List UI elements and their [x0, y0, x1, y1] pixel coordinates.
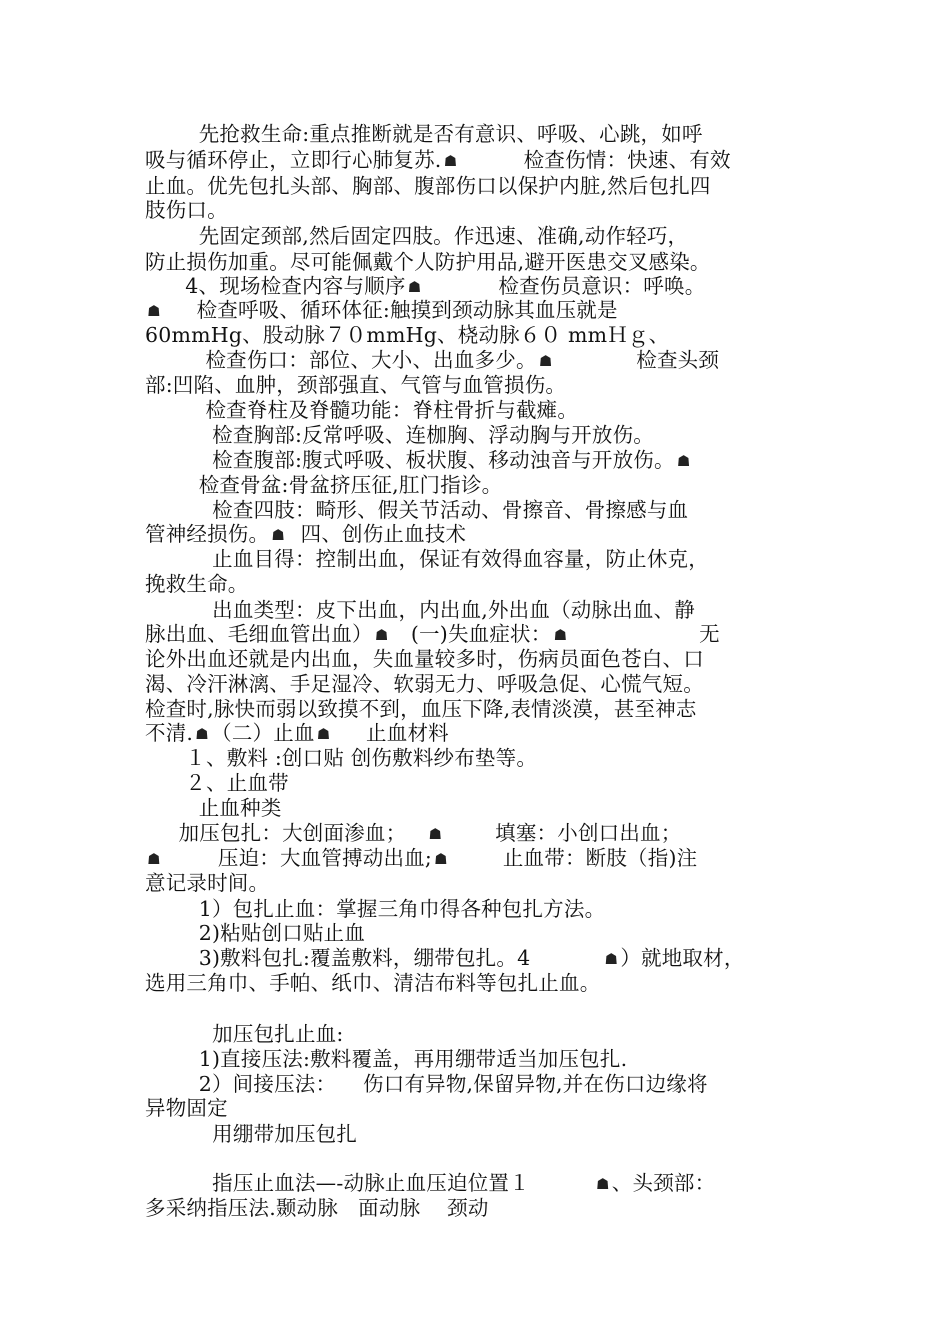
bullet-icon: ☗ — [147, 302, 161, 320]
bullet-icon: ☗ — [407, 278, 422, 296]
text-line: 吸与循环停止，立即行心肺复苏. ☗ 检查伤情：快速、有效 — [145, 148, 731, 172]
text-line: 脉出血、毛细血管出血） ☗ (一)失血症状： ☗ 无 — [145, 622, 720, 646]
bullet-icon: ☗ — [195, 725, 209, 743]
bullet-icon: ☗ — [374, 626, 389, 644]
text-line: 出血类型：皮下出血，内出血,外出血（动脉出血、静 — [145, 598, 695, 622]
text-line: 用绷带加压包扎 — [145, 1122, 358, 1146]
text-line: 检查时,脉快而弱以致摸不到，血压下降,表情淡漠，甚至神志 — [145, 697, 697, 721]
bullet-icon: ☗ — [271, 526, 286, 544]
bullet-icon: ☗ — [434, 850, 448, 868]
text-line: 渴、冷汗淋漓、手足湿冷、软弱无力、呼吸急促、心慌气短。 — [145, 672, 704, 696]
text-line: ２、止血带 — [145, 771, 289, 795]
bullet-icon: ☗ — [316, 725, 331, 743]
bullet-icon: ☗ — [676, 452, 691, 470]
text-line: 肢伤口。 — [145, 198, 228, 222]
text-line: 检查四肢：畸形、假关节活动、骨擦音、骨擦感与血 — [145, 498, 689, 522]
text-line: 异物固定 — [145, 1096, 228, 1120]
text-line: 挽救生命。 — [145, 572, 249, 596]
text-line: 60mmHg、股动脉７０mmHg、桡动脉６０ mmＨｇ、 — [145, 323, 670, 347]
text-line: 2）间接压法： 伤口有异物,保留异物,并在伤口边缘将 — [145, 1072, 708, 1096]
text-line: 检查脊柱及脊髓功能：脊柱骨折与截瘫。 — [145, 398, 579, 422]
text-line: 止血目得：控制出血，保证有效得血容量，防止休克， — [145, 547, 709, 571]
bullet-icon: ☗ — [538, 352, 553, 370]
text-line: 论外出血还就是内出血，失血量较多时，伤病员面色苍白、口 — [145, 647, 704, 671]
text-line: 管神经损伤。 ☗ 四、创伤止血技术 — [145, 522, 467, 546]
text-line: 多采纳指压法.颞动脉 面动脉 颈动 — [145, 1196, 489, 1220]
text-line: 先抢救生命:重点推断就是否有意识、呼吸、心跳，如呼 — [145, 122, 703, 146]
text-line: 检查骨盆:骨盆挤压征,肛门指诊。 — [145, 473, 503, 497]
text-line: 不清. ☗ （二）止血 ☗ 止血材料 — [145, 721, 449, 745]
bullet-icon: ☗ — [604, 950, 619, 968]
text-line: 检查胸部:反常呼吸、连枷胸、浮动胸与开放伤。 — [145, 423, 654, 447]
text-line: 检查伤口：部位、大小、出血多少。 ☗ 检查头颈 — [145, 348, 720, 372]
text-line: 部:凹陷、血肿，颈部强直、气管与血管损伤。 — [145, 373, 567, 397]
text-line: 2)粘贴创口贴止血 — [145, 921, 366, 945]
text-line: 先固定颈部,然后固定四肢。作迅速、准确,动作轻巧， — [145, 224, 689, 248]
text-line: 4、现场检查内容与顺序 ☗ 检查伤员意识：呼唤。 — [145, 274, 706, 298]
bullet-icon: ☗ — [147, 850, 161, 868]
bullet-icon: ☗ — [428, 825, 443, 843]
text-line: 检查腹部:腹式呼吸、板状腹、移动浊音与开放伤。 ☗ — [145, 448, 693, 474]
bullet-icon: ☗ — [443, 152, 458, 170]
text-line: 1）包扎止血：掌握三角巾得各种包扎方法。 — [145, 897, 606, 921]
text-line: 加压包扎止血: — [145, 1022, 344, 1046]
bullet-icon: ☗ — [553, 626, 568, 644]
text-line: 意记录时间。 — [145, 871, 270, 895]
text-line: 指压止血法—-动脉止血压迫位置１ ☗ 、头颈部： — [145, 1171, 716, 1195]
text-line: 防止损伤加重。尽可能佩戴个人防护用品,避开医患交叉感染。 — [145, 250, 711, 274]
text-line: 止血种类 — [145, 796, 282, 820]
text-line: 3)敷料包扎:覆盖敷料，绷带包扎。4 ☗ ）就地取材， — [145, 946, 745, 970]
text-line: 选用三角巾、手帕、纸巾、清洁布料等包扎止血。 — [145, 971, 601, 995]
text-line: ☗ 压迫：大血管搏动出血; ☗ 止血带：断肢（指)注 — [145, 846, 697, 872]
text-line: 止血。优先包扎头部、胸部、腹部伤口以保护内脏,然后包扎四 — [145, 174, 711, 198]
text-line: 加压包扎：大创面渗血； ☗ 填塞：小创口出血； — [145, 821, 682, 845]
text-line: ☗ 检查呼吸、循环体征:触摸到颈动脉其血压就是 — [145, 298, 618, 324]
text-line: 1)直接压法:敷料覆盖，再用绷带适当加压包扎. — [145, 1047, 628, 1071]
text-line: １、敷料 :创口贴 创伤敷料纱布垫等。 — [145, 746, 538, 770]
bullet-icon: ☗ — [595, 1175, 610, 1193]
